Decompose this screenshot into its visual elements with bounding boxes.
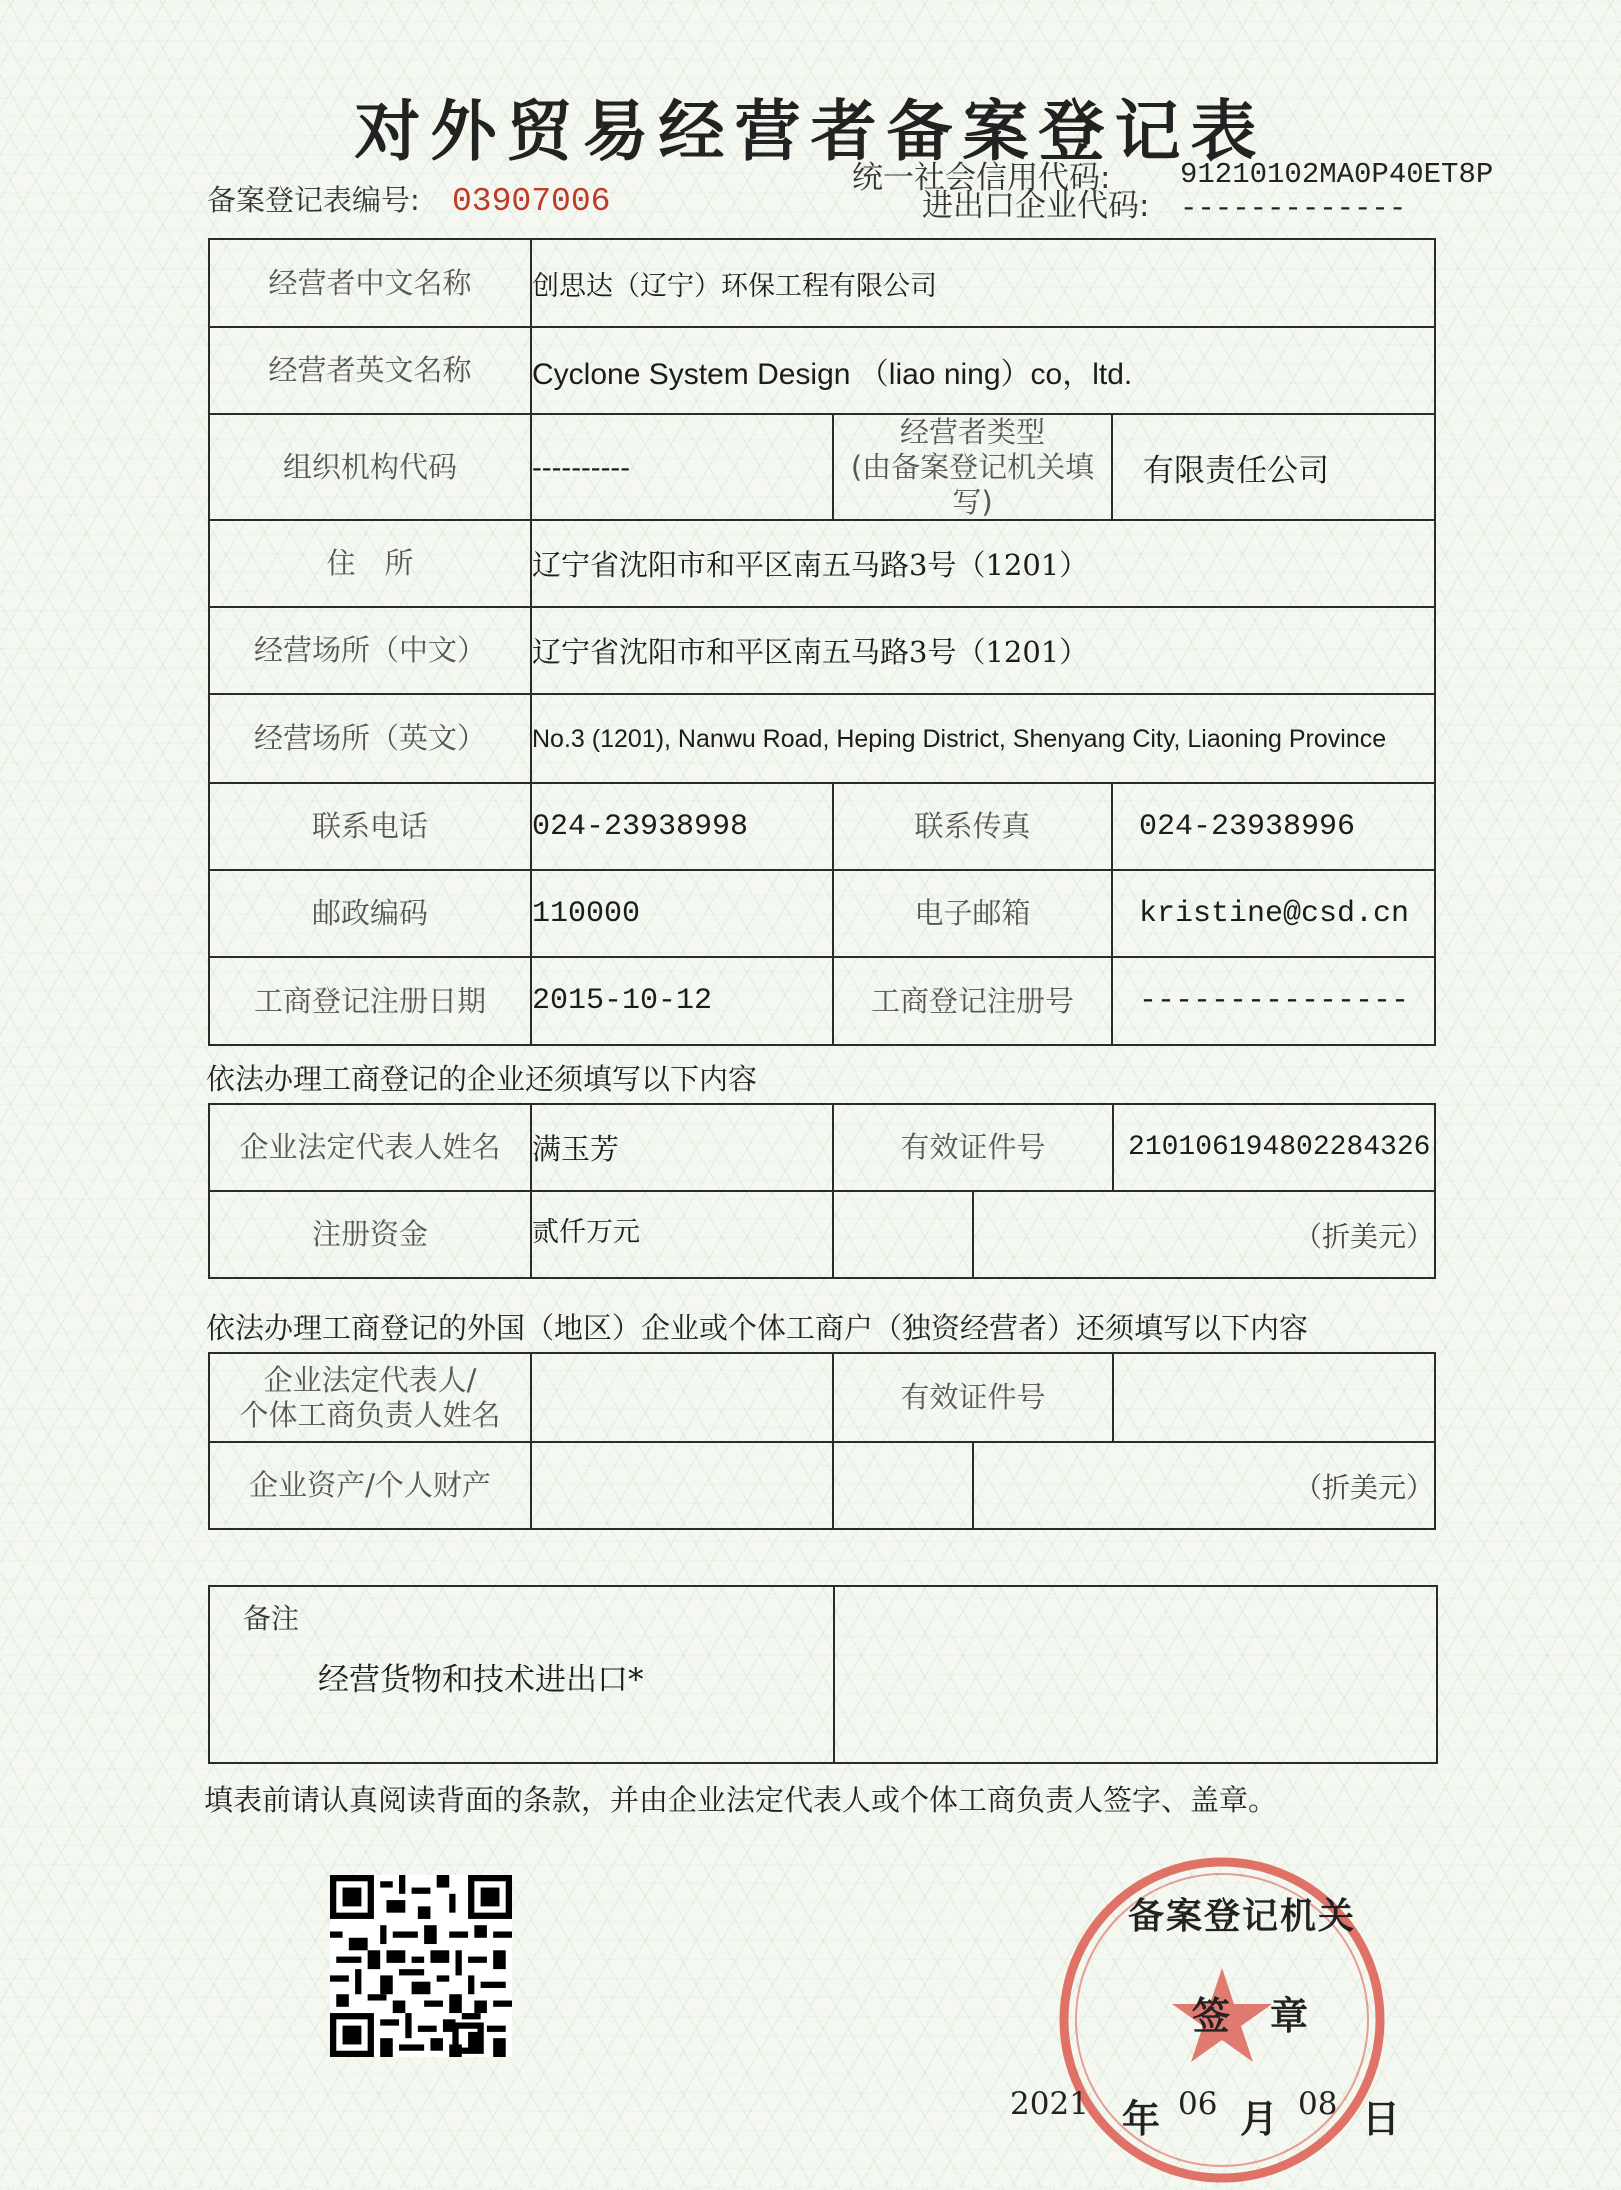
section2-heading: 依法办理工商登记的外国（地区）企业或个体工商户（独资经营者）还须填写以下内容	[206, 1311, 1309, 1345]
ie-code-label: 进出口企业代码:	[922, 188, 1150, 224]
fax-value: 024-23938996	[1112, 783, 1435, 870]
ie-code-value: -------------	[1180, 192, 1407, 225]
id-number-label: 有效证件号	[833, 1104, 1113, 1191]
foreign-rep-value	[531, 1353, 833, 1442]
foreign-id-value	[1113, 1353, 1435, 1442]
credit-code-value: 91210102MA0P40ET8P	[1180, 158, 1494, 191]
remark-label: 备注	[243, 1602, 300, 1635]
place-cn-value: 辽宁省沈阳市和平区南五马路3号（1201）	[531, 607, 1435, 694]
form-title: 对外贸易经营者备案登记表	[354, 93, 1267, 170]
capital-usd-note: （折美元）	[973, 1191, 1435, 1278]
serial-label: 备案登记表编号:	[207, 183, 420, 217]
phone-label: 联系电话	[209, 783, 531, 870]
remark-divider	[833, 1585, 835, 1764]
cn-name-label: 经营者中文名称	[209, 239, 531, 327]
phone-value: 024-23938998	[531, 783, 833, 870]
reg-date-value: 2015-10-12	[531, 957, 833, 1045]
id-number-value: 210106194802284326	[1113, 1104, 1435, 1191]
date-year-unit: 年	[1122, 2097, 1161, 2141]
place-en-value: No.3 (1201), Nanwu Road, Heping District, Shenyang City, Liaoning Province	[531, 694, 1435, 783]
postcode-value: 110000	[531, 870, 833, 957]
cn-name-value: 创思达（辽宁）环保工程有限公司	[531, 239, 1435, 327]
address-value: 辽宁省沈阳市和平区南五马路3号（1201）	[531, 520, 1435, 607]
en-name-value: Cyclone System Design （liao ning）co，ltd.	[531, 327, 1435, 414]
email-value: kristine@csd.cn	[1112, 870, 1435, 957]
remark-value: 经营货物和技术进出口*	[318, 1662, 644, 1698]
org-code-value: ----------	[531, 414, 833, 520]
email-label: 电子邮箱	[833, 870, 1112, 957]
assets-usd-note: （折美元）	[973, 1442, 1435, 1529]
foreign-id-label: 有效证件号	[833, 1353, 1113, 1442]
operator-type-label-line1: 经营者类型	[899, 415, 1045, 449]
legal-rep-value: 满玉芳	[531, 1104, 833, 1191]
reg-no-label: 工商登记注册号	[833, 957, 1112, 1045]
operator-type-label	[833, 414, 1112, 520]
assets-label: 企业资产/个人财产	[209, 1442, 531, 1529]
credit-code-label: 统一社会信用代码:	[852, 160, 1111, 196]
reg-no-value: ---------------	[1112, 957, 1435, 1045]
foreign-rep-label-line2: 个体工商负责人姓名	[239, 1397, 501, 1432]
reg-date-label: 工商登记注册日期	[209, 957, 531, 1045]
foreign-rep-label	[209, 1353, 531, 1442]
date-month: 06	[1178, 2086, 1218, 2122]
org-code-label: 组织机构代码	[209, 414, 531, 520]
foreign-enterprise-table	[208, 1352, 1436, 1530]
notice-text: 填表前请认真阅读背面的条款，并由企业法定代表人或个体工商负责人签字、盖章。	[204, 1783, 1278, 1817]
operator-type-label-line2: (由备案登记机关填写)	[850, 449, 1095, 519]
legal-rep-label: 企业法定代表人姓名	[209, 1104, 531, 1191]
en-name-label: 经营者英文名称	[209, 327, 531, 414]
capital-label: 注册资金	[209, 1191, 531, 1278]
capital-value: 贰仟万元	[531, 1191, 833, 1278]
date-month-unit: 月	[1240, 2097, 1279, 2141]
date-day-unit: 日	[1362, 2097, 1401, 2141]
serial-number: 03907006	[452, 183, 611, 220]
fax-label: 联系传真	[833, 783, 1112, 870]
foreign-rep-label-line1: 企业法定代表人/	[263, 1362, 477, 1397]
place-cn-label: 经营场所（中文）	[209, 607, 531, 694]
section1-heading: 依法办理工商登记的企业还须填写以下内容	[206, 1062, 758, 1096]
qr-code	[330, 1875, 512, 2057]
date-day: 08	[1298, 2086, 1338, 2122]
assets-value	[531, 1442, 833, 1529]
operator-type-value: 有限责任公司	[1112, 414, 1435, 520]
seal-label: 签章	[1192, 1994, 1349, 2038]
main-info-table	[208, 238, 1436, 1046]
place-en-label: 经营场所（英文）	[209, 694, 531, 783]
address-label: 住 所	[209, 520, 531, 607]
postcode-label: 邮政编码	[209, 870, 531, 957]
enterprise-table	[208, 1103, 1436, 1279]
date-year: 2021	[1010, 2086, 1089, 2122]
registration-authority-label: 备案登记机关	[1128, 1896, 1357, 1937]
